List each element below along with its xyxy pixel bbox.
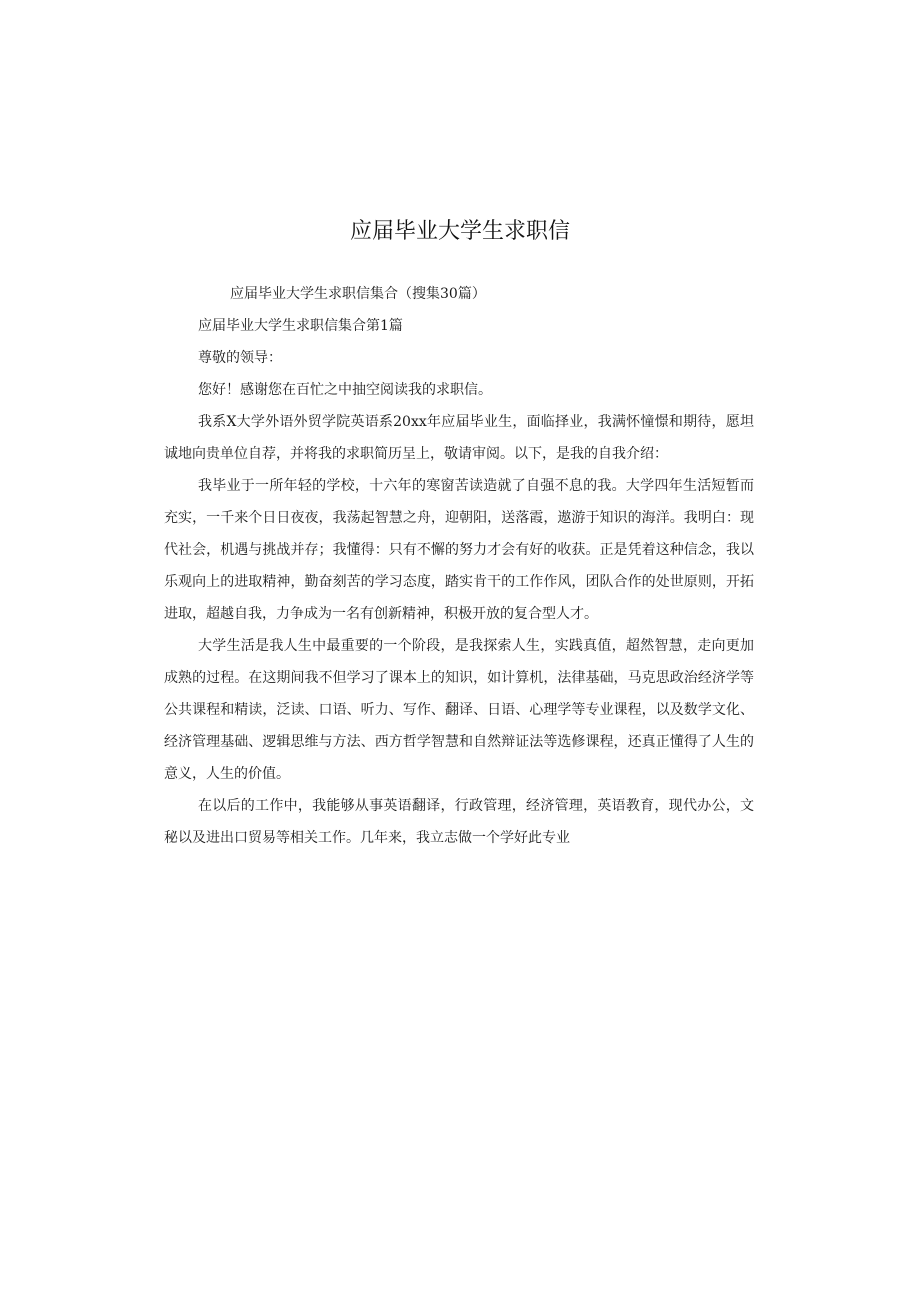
document-title: 应届毕业大学生求职信 [349,219,570,244]
section-heading: 应届毕业大学生求职信集合第1篇 [198,318,403,334]
document-subtitle: 应届毕业大学生求职信集合（搜集30篇） [230,286,486,302]
salutation: 尊敬的领导： [198,350,282,366]
document-body [164,278,754,854]
body-paragraph: 我系X大学外语外贸学院英语系20xx年应届毕业生，面临择业，我满怀憧憬和期待，愿坦诚地向贵单位自荐，并将我的求职简历呈上，敬请审阅。以下，是我的自我介绍： [164,414,754,462]
body-paragraph: 在以后的工作中，我能够从事英语翻译，行政管理，经济管理，英语教育，现代办公，文秘以及进出口贸易等相关工作。几年来，我立志做一个学好此专业 [164,798,754,846]
greeting: 您好！感谢您在百忙之中抽空阅读我的求职信。 [198,382,492,398]
body-paragraph: 我毕业于一所年轻的学校，十六年的寒窗苦读造就了自强不息的我。大学四年生活短暂而充实，一千来个日日夜夜，我荡起智慧之舟，迎朝阳，送落霞，遨游于知识的海洋。我明白：现代社会，机遇与挑战并存；我懂得：只有不懈的努力才会有好的收获。正是凭着这种信念，我以乐观向上的进取精神，勤奋刻苦的学习态度，踏实肯干的工作作风，团队合作的处世原则，开拓进取，超越自我，力争成为一名有创新精神，积极开放的复合型人才。 [164,478,754,622]
body-paragraph: 大学生活是我人生中最重要的一个阶段，是我探索人生，实践真值，超然智慧，走向更加成熟的过程。在这期间我不但学习了课本上的知识，如计算机，法律基础，马克思政治经济学等公共课程和精读，泛读、口语、听力、写作、翻译、日语、心理学等专业课程，以及数学文化、经济管理基础、逻辑思维与方法、西方哲学智慧和自然辩证法等选修课程，还真正懂得了人生的意义，人生的价值。 [164,638,754,782]
